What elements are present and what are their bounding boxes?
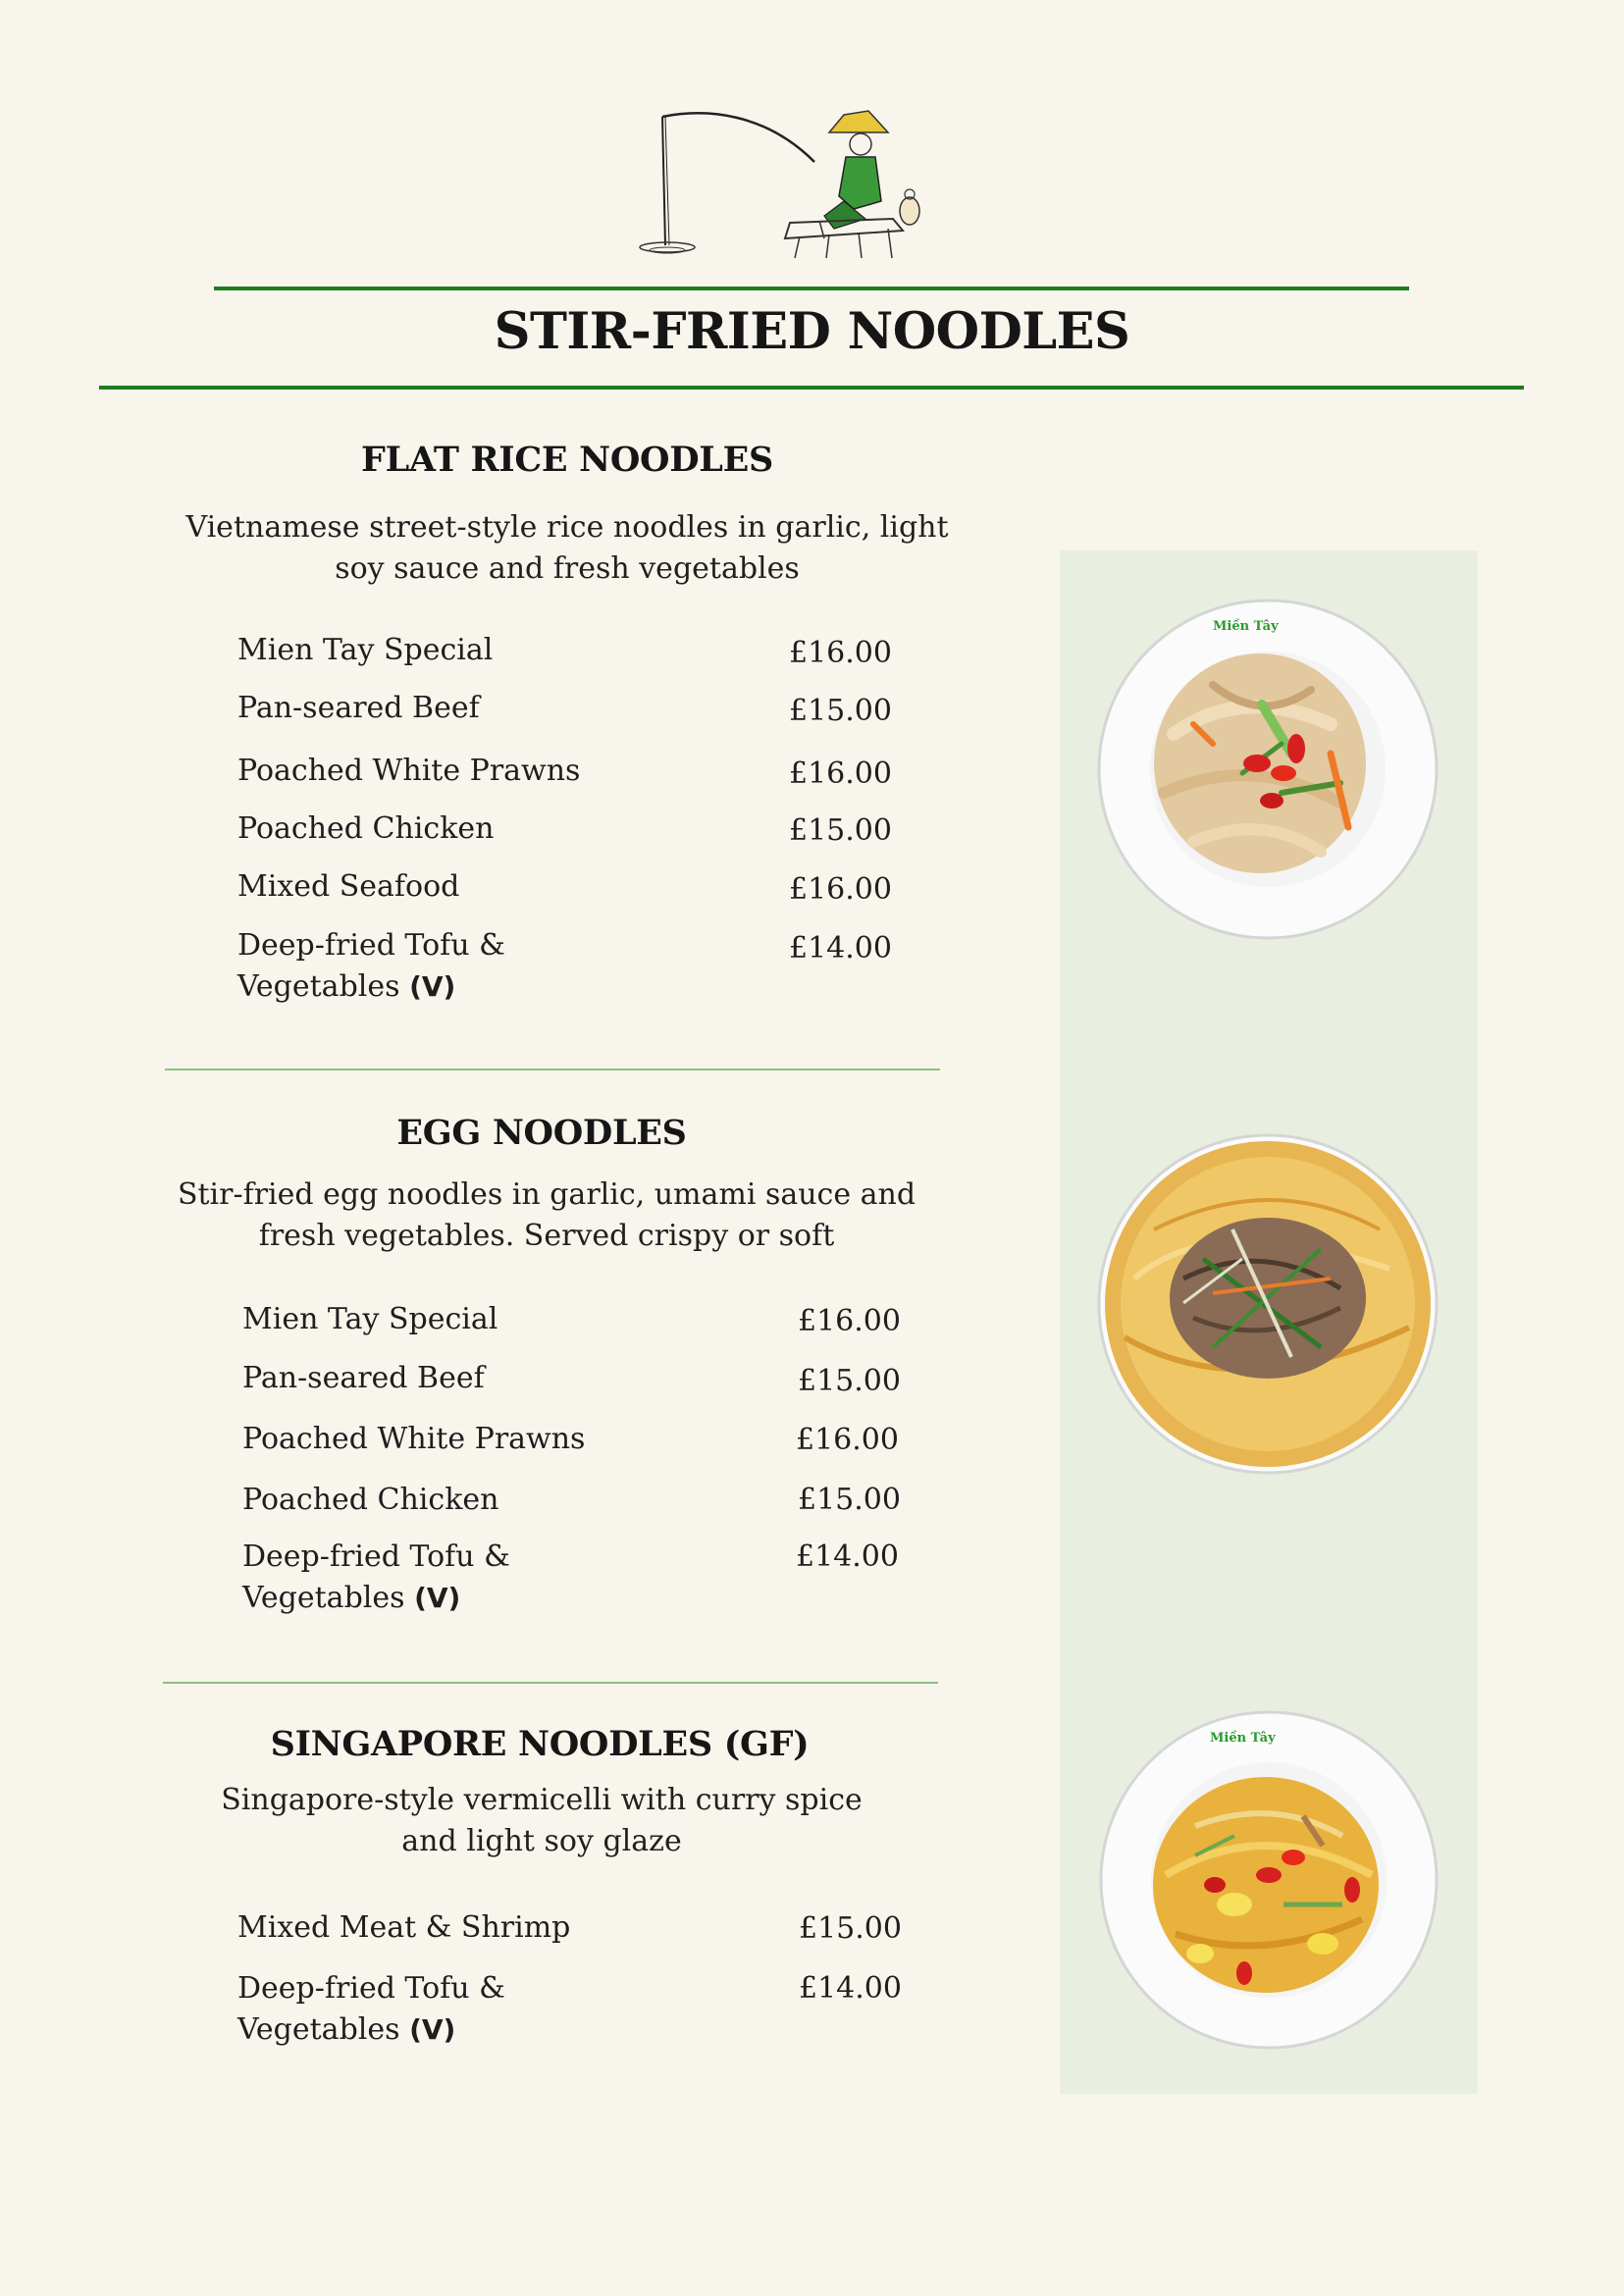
menu-item-price: £16.00 bbox=[798, 1304, 901, 1338]
menu-item-price: £14.00 bbox=[789, 931, 892, 965]
menu-item-name: Poached Chicken bbox=[237, 811, 495, 846]
section-heading: FLAT RICE NOODLES bbox=[361, 440, 773, 480]
plate-text: Miền Tây bbox=[1213, 619, 1279, 634]
fisherman-logo-icon bbox=[618, 103, 932, 260]
menu-item-name bbox=[237, 1968, 505, 2051]
menu-item-price: £16.00 bbox=[796, 1423, 899, 1457]
menu-item-price: £15.00 bbox=[799, 1911, 902, 1946]
section-description-line: Vietnamese street-style rice noodles in garlic, light bbox=[185, 510, 949, 545]
section-description bbox=[149, 1780, 934, 1862]
menu-item-price: £16.00 bbox=[789, 636, 892, 670]
menu-item-name: Mixed Seafood bbox=[237, 869, 460, 904]
title-rule-top bbox=[214, 287, 1409, 290]
flat-rice-noodles-plate-icon bbox=[1095, 597, 1441, 942]
menu-item-price: £15.00 bbox=[789, 694, 892, 728]
menu-item-name-line: Vegetables (V) bbox=[237, 969, 456, 1004]
menu-item-name: Poached White Prawns bbox=[237, 754, 581, 788]
menu-item-price: £16.00 bbox=[789, 872, 892, 907]
menu-item-name: Poached White Prawns bbox=[242, 1422, 586, 1456]
section-description-line: Stir-fried egg noodles in garlic, umami sauce and bbox=[177, 1177, 917, 1212]
section-description-line: fresh vegetables. Served crispy or soft bbox=[258, 1219, 835, 1253]
section-divider bbox=[165, 1069, 940, 1070]
menu-item-name-line: Vegetables (V) bbox=[237, 2012, 456, 2047]
section-description-line: soy sauce and fresh vegetables bbox=[335, 551, 800, 586]
section-description-line: and light soy glaze bbox=[401, 1824, 682, 1858]
title-rule-bottom bbox=[99, 386, 1524, 390]
singapore-noodles-plate-icon bbox=[1097, 1708, 1441, 2052]
section-description-line: Singapore-style vermicelli with curry spice bbox=[221, 1783, 863, 1817]
menu-item-price: £14.00 bbox=[796, 1539, 899, 1574]
menu-item-name-line: Deep-fried Tofu & bbox=[237, 928, 505, 963]
menu-item-name bbox=[237, 925, 505, 1008]
menu-item-price: £16.00 bbox=[789, 757, 892, 791]
menu-item-price: £15.00 bbox=[798, 1364, 901, 1398]
vegetarian-tag: (V) bbox=[409, 970, 456, 1003]
menu-item-name: Pan-seared Beef bbox=[237, 691, 480, 725]
menu-item-name-line: Deep-fried Tofu & bbox=[242, 1539, 510, 1574]
vegetarian-tag: (V) bbox=[414, 1582, 461, 1614]
menu-item-price: £15.00 bbox=[789, 813, 892, 848]
egg-noodles-plate-icon bbox=[1095, 1131, 1441, 1477]
menu-item-name: Poached Chicken bbox=[242, 1483, 499, 1517]
menu-item-name-line: Vegetables (V) bbox=[242, 1581, 461, 1615]
menu-item-name-line: Deep-fried Tofu & bbox=[237, 1971, 505, 2006]
menu-item-price: £15.00 bbox=[798, 1483, 901, 1517]
plate-text: Miền Tây bbox=[1210, 1731, 1276, 1746]
section-description bbox=[175, 507, 960, 590]
menu-item-price: £14.00 bbox=[799, 1971, 902, 2006]
vegetarian-tag: (V) bbox=[409, 2013, 456, 2046]
menu-item-name bbox=[242, 1537, 510, 1619]
section-heading: SINGAPORE NOODLES (GF) bbox=[270, 1724, 810, 1764]
menu-item-name: Mien Tay Special bbox=[242, 1302, 498, 1336]
section-description bbox=[154, 1174, 939, 1257]
section-heading: EGG NOODLES bbox=[396, 1113, 687, 1153]
section-divider bbox=[163, 1682, 938, 1684]
menu-item-name: Mien Tay Special bbox=[237, 633, 494, 667]
page-title: STIR-FRIED NOODLES bbox=[494, 302, 1130, 361]
menu-item-name: Mixed Meat & Shrimp bbox=[237, 1910, 571, 1945]
menu-item-name: Pan-seared Beef bbox=[242, 1361, 485, 1395]
